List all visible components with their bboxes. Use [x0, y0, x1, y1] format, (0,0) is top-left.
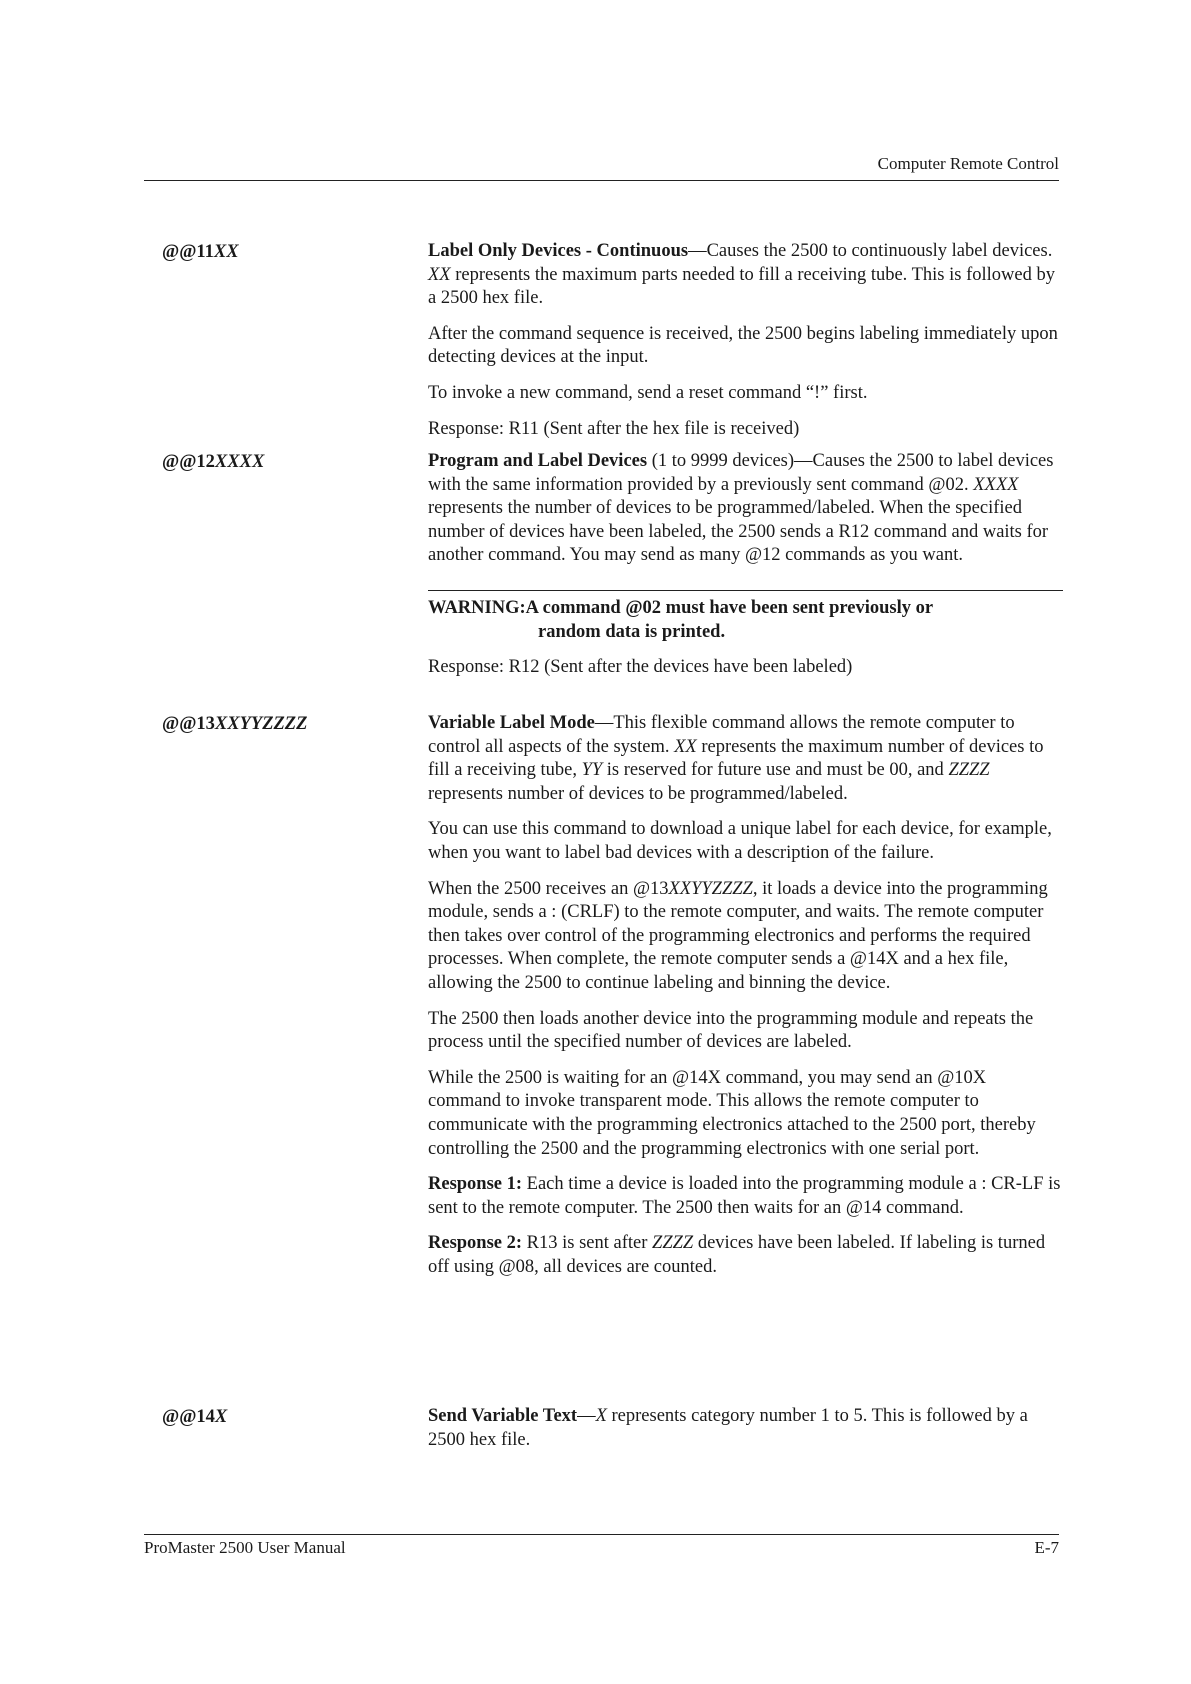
- text-run: represents the maximum parts needed to fill a receiving tube. This is followed by a 2500 hex file.: [428, 264, 1055, 309]
- text-run: Response 2:: [428, 1233, 523, 1254]
- text-run: XXYYZZZZ: [214, 714, 308, 734]
- text-run: Send Variable Text: [428, 1406, 578, 1426]
- text-run: XX: [213, 242, 239, 262]
- command-description: [428, 1405, 1063, 1464]
- text-run: (1 to 9999 devices)—Causes the 2500 to label devices with the same information provided by a previously sent command @02.: [428, 451, 1054, 495]
- command-description: [428, 450, 1063, 692]
- text-run: XX: [674, 736, 697, 757]
- text-run: Response: R11 (Sent after the hex file is received): [428, 418, 800, 439]
- paragraph: [428, 712, 1063, 806]
- header-rule: [144, 180, 1059, 181]
- warning-note: [428, 590, 1063, 644]
- text-run: , it loads a device into the programming module, sends a : (CRLF) to the remote computer, and waits. The remote computer then takes over control of the programming electronics and performs the required processes. When complete, the remote computer sends a @14X and a hex file, allowing the 2500 to continue labeling and binning the device.: [428, 878, 1048, 993]
- text-run: After the command sequence is received, the 2500 begins labeling immediately upon detecting devices at the input.: [428, 323, 1058, 368]
- command-code: [162, 450, 264, 474]
- text-run: Program and Label Devices: [428, 451, 648, 471]
- text-run: XX: [428, 264, 451, 285]
- text-run: is reserved for future use and must be 00, and: [602, 760, 949, 781]
- paragraph: [428, 656, 1063, 680]
- text-run: Variable Label Mode: [428, 713, 595, 733]
- command-code: [162, 712, 307, 736]
- text-run: represents category number 1 to 5. This is followed by a 2500 hex file.: [428, 1406, 1028, 1450]
- text-run: XXXX: [214, 452, 265, 472]
- text-run: represents number of devices to be programmed/labeled.: [428, 783, 848, 804]
- command-code: [162, 240, 239, 264]
- paragraph: [428, 450, 1063, 568]
- text-run: Each time a device is loaded into the programming module a : CR-LF is sent to the remote computer. The 2500 then waits for an @14 command.: [428, 1174, 1061, 1218]
- text-run: —: [577, 1406, 596, 1426]
- command-description: [428, 712, 1063, 1291]
- text-run: @@12: [162, 452, 215, 472]
- text-run: XXYYZZZZ: [668, 878, 753, 899]
- text-run: represents the maximum number of devices to fill a receiving tube,: [428, 736, 1044, 781]
- text-run: devices have been labeled. If labeling is turned off using @08, all devices are counted.: [428, 1233, 1046, 1277]
- paragraph: [428, 1232, 1063, 1279]
- text-run: —Causes the 2500 to continuously label devices.: [688, 241, 1053, 261]
- text-run: X: [214, 1407, 228, 1427]
- paragraph: [428, 1173, 1063, 1220]
- text-run: ZZZZ: [652, 1233, 694, 1254]
- warning-line-2: random data is printed.: [538, 621, 726, 642]
- text-run: To invoke a new command, send a reset command “!” first.: [428, 382, 868, 403]
- text-run: Response 1:: [428, 1174, 523, 1195]
- text-run: X: [595, 1406, 607, 1426]
- text-run: XXXX: [973, 474, 1019, 495]
- warning-line-1: WARNING:A command @02 must have been sent previously or: [428, 597, 934, 618]
- paragraph: [428, 240, 1063, 311]
- text-run: Response: R12 (Sent after the devices have been labeled): [428, 657, 853, 678]
- text-run: Label Only Devices - Continuous: [428, 241, 689, 261]
- text-run: @@11: [162, 242, 214, 262]
- footer-page-number: E-7: [1034, 1538, 1059, 1557]
- text-run: @@13: [162, 714, 215, 734]
- running-header: Computer Remote Control: [877, 154, 1059, 173]
- paragraph: [428, 382, 1063, 406]
- text-run: ZZZZ: [948, 760, 990, 781]
- paragraph: [428, 878, 1063, 996]
- text-run: @@14: [162, 1407, 215, 1427]
- paragraph: [428, 323, 1063, 370]
- text-run: represents the number of devices to be programmed/labeled. When the specified number of devices have been labeled, the 2500 sends a R12 command and waits for another command. You may send as many @12 commands as you want.: [428, 498, 1049, 566]
- command-code: [162, 1405, 227, 1429]
- text-run: When the 2500 receives an @13: [428, 878, 669, 899]
- footer-manual-title: ProMaster 2500 User Manual: [144, 1538, 346, 1557]
- paragraph: [428, 1067, 1063, 1161]
- text-run: R13 is sent after: [522, 1233, 653, 1254]
- paragraph: [428, 418, 1063, 442]
- footer-rule: [144, 1534, 1059, 1535]
- text-run: While the 2500 is waiting for an @14X command, you may send an @10X command to invoke transparent mode. This allows the remote computer to communicate with the programming electronics attached to the 2500 port, thereby controlling the 2500 and the programming electronics with one serial port.: [428, 1067, 1036, 1159]
- text-run: YY: [581, 760, 603, 781]
- command-description: [428, 240, 1063, 453]
- paragraph: [428, 1405, 1063, 1452]
- text-run: You can use this command to download a unique label for each device, for example, when you want to label bad devices with a description of the failure.: [428, 819, 1052, 863]
- paragraph: [428, 1008, 1063, 1055]
- text-run: The 2500 then loads another device into the programming module and repeats the process until the specified number of devices are labeled.: [428, 1008, 1034, 1053]
- paragraph: [428, 818, 1063, 865]
- text-run: —This flexible command allows the remote computer to control all aspects of the system.: [428, 713, 1015, 757]
